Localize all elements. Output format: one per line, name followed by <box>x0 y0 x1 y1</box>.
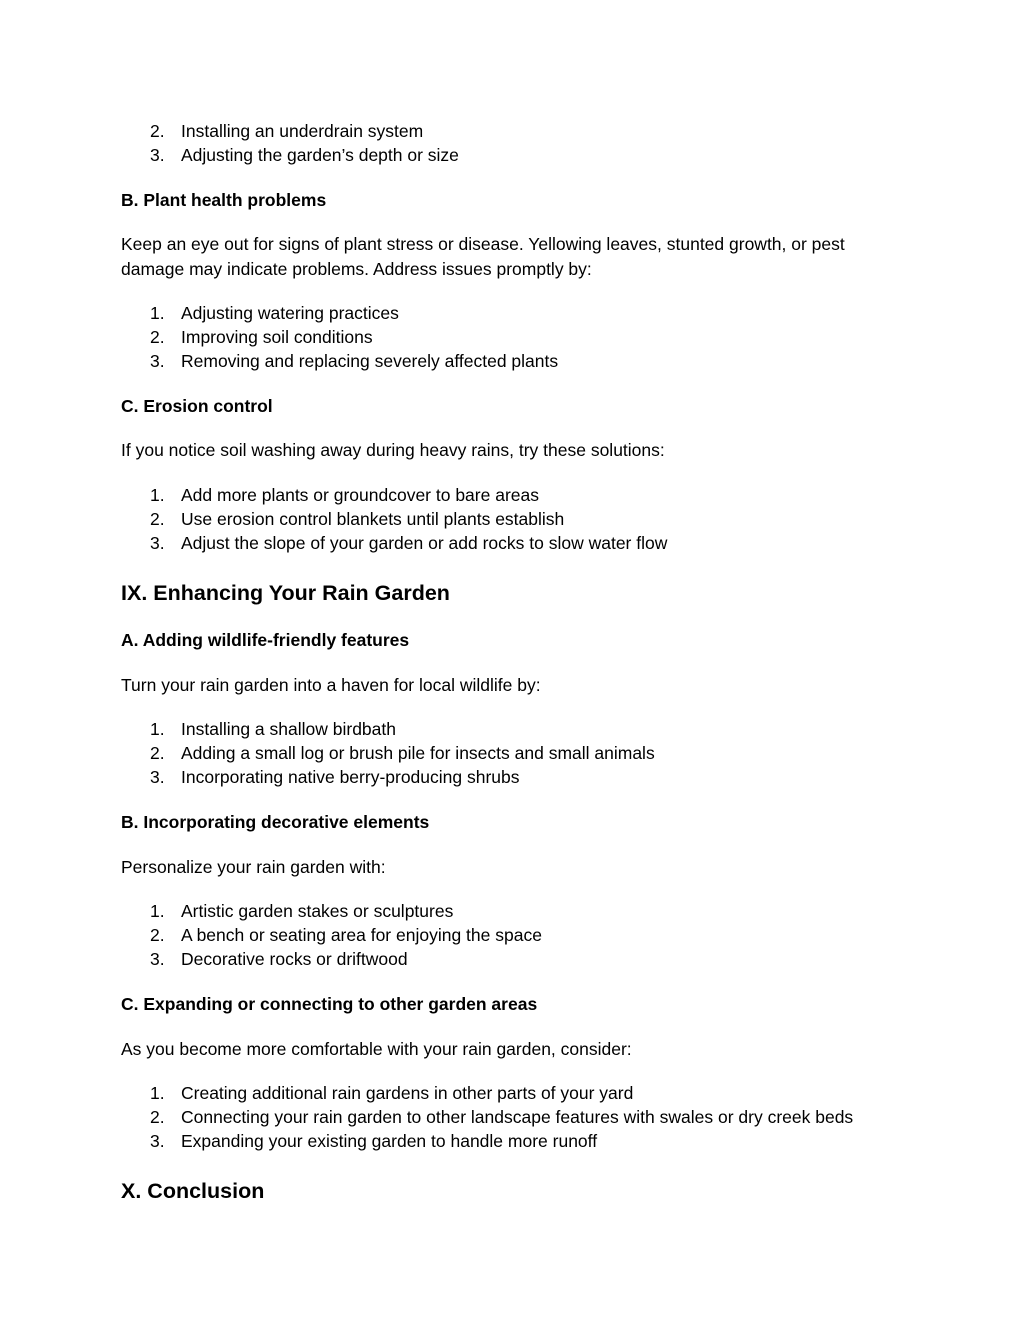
subsection-heading-expanding: C. Expanding or connecting to other garden areas <box>121 994 538 1014</box>
list-number: 3. <box>150 533 165 553</box>
section-heading-x: X. Conclusion <box>121 1179 265 1203</box>
list-number: 3. <box>150 1131 165 1151</box>
list-number: 1. <box>150 719 165 739</box>
list-item: Adjusting the garden’s depth or size <box>181 145 459 165</box>
list-item: Adding a small log or brush pile for insects and small animals <box>181 743 655 763</box>
list-number: 2. <box>150 743 165 763</box>
list-item: Use erosion control blankets until plants establish <box>181 509 565 529</box>
list-item: Incorporating native berry-producing shrubs <box>181 767 520 787</box>
list-item: Decorative rocks or driftwood <box>181 949 408 969</box>
list-item: Creating additional rain gardens in other parts of your yard <box>181 1083 634 1103</box>
list-item: Removing and replacing severely affected plants <box>181 351 559 371</box>
list-number: 2. <box>150 509 165 529</box>
section-heading-ix: IX. Enhancing Your Rain Garden <box>121 581 450 605</box>
subsection-heading-decorative: B. Incorporating decorative elements <box>121 812 430 832</box>
list-number: 2. <box>150 121 165 141</box>
list-number: 3. <box>150 145 165 165</box>
list-item: Add more plants or groundcover to bare areas <box>181 485 539 505</box>
subsection-heading-wildlife: A. Adding wildlife-friendly features <box>121 630 410 650</box>
list-item: Connecting your rain garden to other landscape features with swales or dry creek beds <box>181 1107 854 1127</box>
list-item: Installing a shallow birdbath <box>181 719 396 739</box>
list-item: Adjusting watering practices <box>181 303 399 323</box>
paragraph-plant-health: Keep an eye out for signs of plant stress or disease. Yellowing leaves, stunted growth, or pest damage may indicate problems. Address issues promptly by: <box>121 234 845 279</box>
list-number: 1. <box>150 303 165 323</box>
list-item: Adjust the slope of your garden or add rocks to slow water flow <box>181 533 668 553</box>
subsection-heading-plant-health: B. Plant health problems <box>121 190 327 210</box>
list-item: Improving soil conditions <box>181 327 373 347</box>
list-number: 2. <box>150 925 165 945</box>
list-item: Artistic garden stakes or sculptures <box>181 901 454 921</box>
list-number: 3. <box>150 949 165 969</box>
paragraph-decorative: Personalize your rain garden with: <box>121 857 386 877</box>
list-item: A bench or seating area for enjoying the space <box>181 925 542 945</box>
list-item: Installing an underdrain system <box>181 121 424 141</box>
list-number: 3. <box>150 767 165 787</box>
list-number: 2. <box>150 1107 165 1127</box>
paragraph-wildlife: Turn your rain garden into a haven for local wildlife by: <box>121 675 541 695</box>
list-number: 1. <box>150 1083 165 1103</box>
list-number: 2. <box>150 327 165 347</box>
paragraph-expanding: As you become more comfortable with your rain garden, consider: <box>121 1039 632 1059</box>
list-number: 1. <box>150 485 165 505</box>
list-number: 3. <box>150 351 165 371</box>
paragraph-erosion: If you notice soil washing away during heavy rains, try these solutions: <box>121 440 665 460</box>
list-number: 1. <box>150 901 165 921</box>
list-item: Expanding your existing garden to handle more runoff <box>181 1131 598 1151</box>
subsection-heading-erosion: C. Erosion control <box>121 396 273 416</box>
